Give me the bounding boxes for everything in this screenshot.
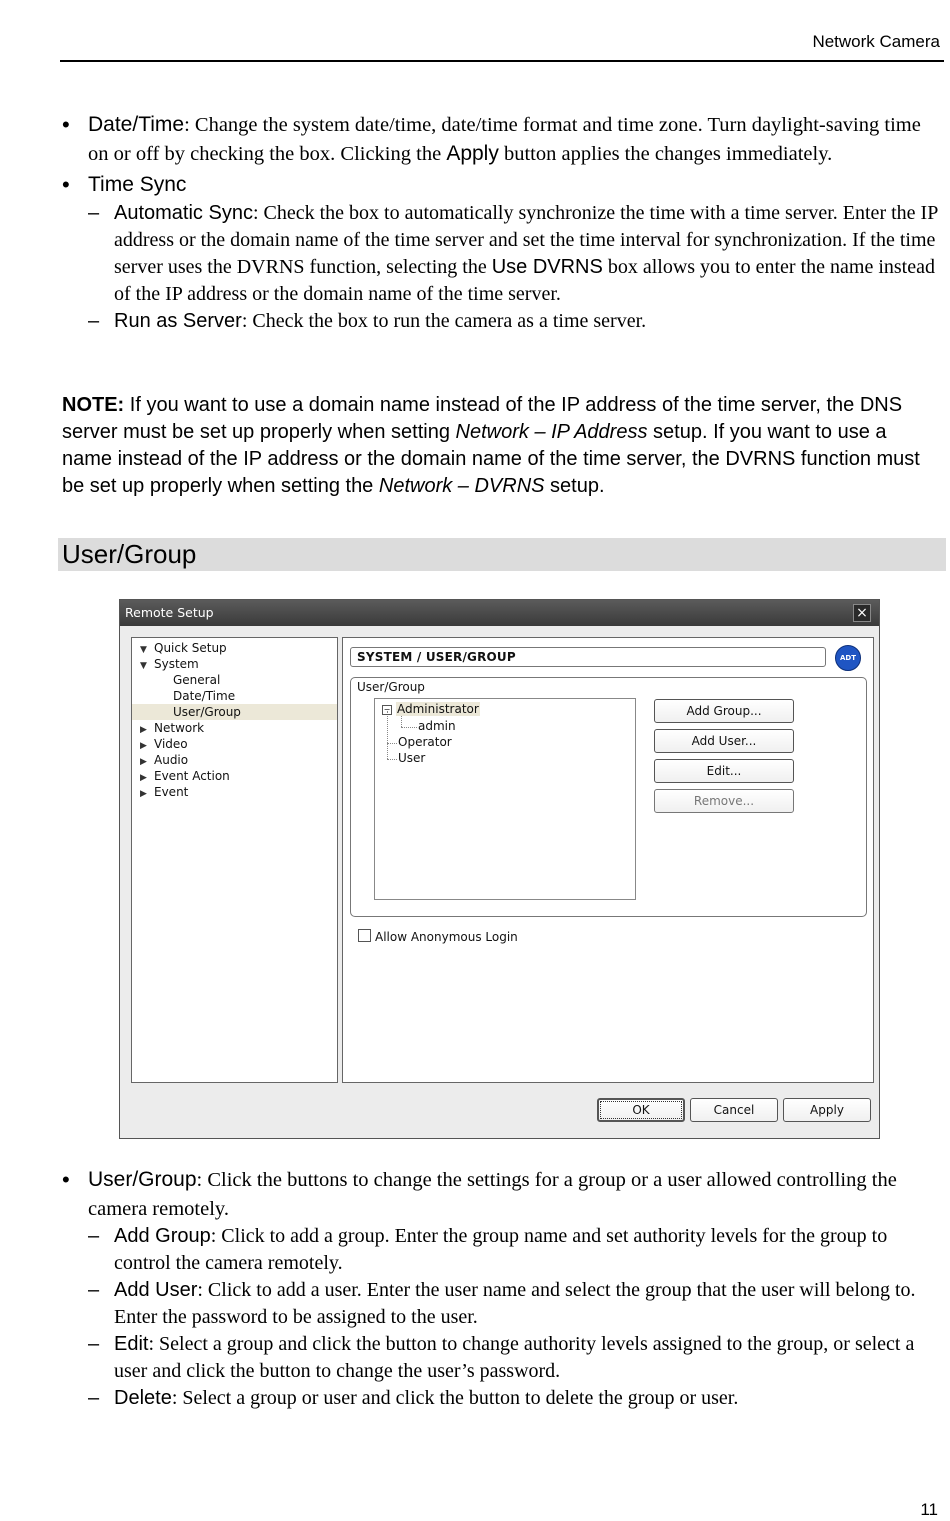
- tree-item-label: Event: [154, 785, 189, 799]
- tree-item-audio[interactable]: [140, 752, 188, 768]
- expand-arrow-icon: ▶: [140, 773, 147, 783]
- window-titlebar: [120, 600, 879, 626]
- remove-button[interactable]: Remove...: [654, 789, 794, 813]
- usergroup-bullet: [62, 1166, 942, 1223]
- settings-path: SYSTEM / USER/GROUP: [350, 647, 826, 667]
- tree-item-label: Audio: [154, 753, 189, 767]
- datetime-term: Date/Time: [88, 113, 185, 136]
- expand-arrow-icon: ▶: [140, 789, 147, 799]
- apply-button[interactable]: Apply: [783, 1098, 871, 1122]
- tree-item-label: Video: [154, 737, 188, 751]
- add-user-button[interactable]: Add User...: [654, 729, 794, 753]
- anonymous-login-checkbox[interactable]: [358, 929, 371, 942]
- use-dvrns-term: Use DVRNS: [491, 255, 603, 278]
- add-user-text: : Click to add a user. Enter the user name and select the group that the user will belong to. Enter the password to be assigned to the user.: [114, 1279, 916, 1328]
- tree-node-label: Administrator: [397, 702, 479, 716]
- tree-item-event-action[interactable]: [140, 768, 230, 784]
- tree-item-label: User/Group: [173, 705, 241, 719]
- note-text-2: setup. If you want to use a name instead of the IP address or the domain name of the time server, the DVRNS function must be set up properly when setting the: [62, 421, 920, 497]
- tree-item-label: General: [173, 673, 221, 687]
- tree-connector: [387, 759, 397, 760]
- add-group-term: Add Group: [114, 1225, 211, 1247]
- expand-arrow-icon: ▼: [140, 645, 147, 655]
- usergroup-section: [62, 1166, 942, 1412]
- note-label: NOTE:: [62, 394, 125, 416]
- automatic-sync-term: Automatic Sync: [114, 201, 253, 224]
- tree-item-label: System: [154, 657, 199, 671]
- delete-text: : Select a group or user and click the button to delete the group or user.: [171, 1387, 739, 1409]
- timesync-bullet: [62, 171, 942, 200]
- delete-item: [62, 1385, 942, 1412]
- tree-item-label: Network: [154, 721, 205, 735]
- expand-arrow-icon: ▶: [140, 741, 147, 751]
- run-as-server-item: [62, 308, 942, 335]
- tree-item-quick-setup[interactable]: [140, 640, 227, 656]
- edit-term: Edit: [114, 1333, 149, 1355]
- add-user-term: Add User: [114, 1279, 198, 1301]
- tree-node-admin[interactable]: [418, 718, 456, 734]
- add-group-button[interactable]: Add Group...: [654, 699, 794, 723]
- setup-tree-panel: [131, 637, 338, 1083]
- running-header: Network Camera: [812, 32, 940, 51]
- section-title: User/Group: [62, 539, 197, 569]
- edit-item: [62, 1331, 942, 1385]
- header-rule: [60, 60, 944, 62]
- tree-connector: [401, 716, 402, 727]
- remote-setup-window: [119, 599, 880, 1139]
- collapse-icon[interactable]: −: [383, 705, 391, 714]
- expand-arrow-icon: ▶: [140, 757, 147, 767]
- user-group-tree: [374, 698, 636, 900]
- expand-arrow-icon: ▶: [140, 725, 147, 735]
- cancel-button[interactable]: Cancel: [690, 1098, 778, 1122]
- add-user-item: [62, 1277, 942, 1331]
- tree-item-date-time[interactable]: [173, 688, 235, 704]
- datetime-text-1: : Change the system date/time, date/time format and time zone. Turn daylight-saving time on or off by checking the box. Clicking the: [88, 114, 921, 165]
- timesync-term: Time Sync: [88, 173, 187, 196]
- tree-item-event[interactable]: [140, 784, 188, 800]
- edit-button[interactable]: Edit...: [654, 759, 794, 783]
- tree-node-administrator[interactable]: [382, 701, 480, 717]
- run-as-server-text: : Check the box to run the camera as a time server.: [241, 309, 647, 332]
- usergroup-term: User/Group: [88, 1168, 197, 1191]
- automatic-sync-text-1: : Check the box to automatically synchronize the time with a time server. Enter the IP address or the domain name of the time server and set the time interval for synchronization. If the time server uses the DVRNS function, selecting the: [114, 201, 938, 278]
- tree-item-general[interactable]: [173, 672, 220, 688]
- groupbox-label: User/Group: [357, 680, 425, 694]
- delete-term: Delete: [114, 1387, 172, 1409]
- tree-node-label: User: [398, 751, 426, 765]
- note-ref-1: Network – IP Address: [455, 421, 648, 443]
- tree-node-label: admin: [418, 719, 456, 733]
- page-number: 11: [920, 1500, 938, 1519]
- tree-item-label: Event Action: [154, 769, 230, 783]
- tree-item-video[interactable]: [140, 736, 188, 752]
- add-group-item: [62, 1223, 942, 1277]
- tree-item-label: Date/Time: [173, 689, 236, 703]
- tree-node-user[interactable]: [398, 750, 425, 766]
- tree-connector: [387, 711, 388, 759]
- tree-item-system[interactable]: [140, 656, 199, 672]
- tree-item-user-group[interactable]: [132, 704, 337, 720]
- datetime-text-2: button applies the changes immediately.: [498, 142, 833, 165]
- brand-logo-icon: ADT: [835, 645, 861, 671]
- settings-panel: [342, 637, 874, 1083]
- note-paragraph: [62, 392, 942, 500]
- close-icon[interactable]: ×: [853, 604, 871, 622]
- tree-node-label: Operator: [398, 735, 452, 749]
- user-group-groupbox: [350, 677, 867, 917]
- expand-arrow-icon: ▼: [140, 661, 147, 671]
- apply-term: Apply: [446, 141, 499, 165]
- automatic-sync-item: [62, 200, 942, 308]
- note-ref-2: Network – DVRNS: [378, 475, 545, 497]
- tree-connector: [387, 743, 397, 744]
- run-as-server-term: Run as Server: [114, 309, 242, 332]
- add-group-text: : Click to add a group. Enter the group name and set authority levels for the group to control the camera remotely.: [114, 1225, 888, 1274]
- note-text-1: If you want to use a domain name instead of the IP address of the time server, the DNS server must be set up properly when setting: [62, 394, 903, 443]
- tree-node-operator[interactable]: [398, 734, 452, 750]
- automatic-sync-text-2: box allows you to enter the name instead of the IP address or the domain name of the time server.: [114, 255, 935, 305]
- section-heading-bar: [58, 538, 946, 571]
- note-text-3: setup.: [544, 475, 605, 497]
- window-title: Remote Setup: [125, 605, 214, 620]
- datetime-bullet: [62, 111, 942, 168]
- tree-item-network[interactable]: [140, 720, 204, 736]
- anonymous-login-label: Allow Anonymous Login: [375, 930, 518, 944]
- tree-item-label: Quick Setup: [154, 641, 227, 655]
- edit-text: : Select a group and click the button to change authority levels assigned to the group, or select a user and click the button to change the user’s password.: [114, 1333, 915, 1382]
- tree-connector: [401, 727, 417, 728]
- datetime-section: [62, 111, 942, 335]
- ok-button[interactable]: OK: [597, 1098, 685, 1122]
- anonymous-login-row[interactable]: [358, 929, 518, 945]
- usergroup-text: : Click the buttons to change the settings for a group or a user allowed controlling the camera remotely.: [88, 1169, 897, 1220]
